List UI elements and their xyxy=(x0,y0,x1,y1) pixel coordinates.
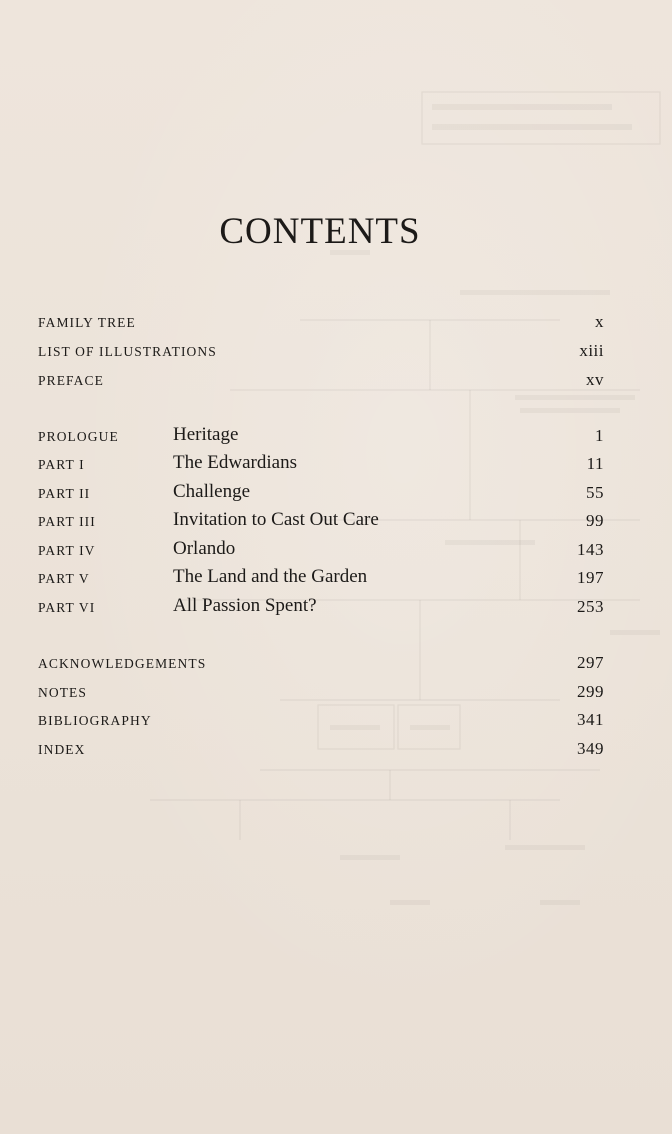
toc-entry-family-tree xyxy=(38,308,604,336)
toc-part-label: PART III xyxy=(38,514,96,529)
toc-entry-part-4 xyxy=(38,536,604,564)
toc-part-label: PART I xyxy=(38,457,85,472)
toc-page-number: 341 xyxy=(577,710,604,729)
toc-page-number: 99 xyxy=(586,511,604,530)
toc-chapter-title: Invitation to Cast Out Care xyxy=(173,509,379,530)
toc-part-label: PART VI xyxy=(38,600,96,615)
toc-page-number: 253 xyxy=(577,597,604,616)
toc-entry-part-5 xyxy=(38,564,604,592)
toc-entry-acknowledgements xyxy=(38,649,604,677)
toc-part-label: PART V xyxy=(38,571,90,586)
toc-entry-part-6 xyxy=(38,593,604,621)
toc-entry-bibliography xyxy=(38,706,604,734)
toc-entry-list-of-illustrations xyxy=(38,337,604,365)
toc-page-number: 297 xyxy=(577,653,604,672)
toc-chapter-title: Heritage xyxy=(173,424,239,445)
toc-page-number: 349 xyxy=(577,739,604,758)
toc-chapter-title: All Passion Spent? xyxy=(173,595,317,616)
toc-entry-part-2 xyxy=(38,479,604,507)
toc-entry-label: NOTES xyxy=(38,685,87,700)
toc-chapter-title: Orlando xyxy=(173,538,236,559)
toc-entry-part-1 xyxy=(38,450,604,478)
toc-page-number: 1 xyxy=(595,426,604,445)
toc-entry-label: BIBLIOGRAPHY xyxy=(38,713,152,728)
page-title: CONTENTS xyxy=(219,211,421,252)
toc-chapter-title: Challenge xyxy=(173,481,251,502)
toc-part-label: PROLOGUE xyxy=(38,429,119,444)
toc-page-number: xv xyxy=(586,370,604,389)
toc-page-number: 55 xyxy=(586,483,604,502)
toc-entry-label: ACKNOWLEDGEMENTS xyxy=(38,656,207,671)
toc-page-number: 197 xyxy=(577,568,604,587)
toc-entry-notes xyxy=(38,678,604,706)
toc-entry-label: LIST OF ILLUSTRATIONS xyxy=(38,344,217,359)
toc-page-number: x xyxy=(595,312,604,331)
toc-part-label: PART IV xyxy=(38,543,96,558)
toc-entry-prologue xyxy=(38,422,604,450)
toc-page-number: 11 xyxy=(586,454,604,473)
toc-entry-preface xyxy=(38,366,604,394)
toc-page-number: xiii xyxy=(579,341,604,360)
toc-entry-part-3 xyxy=(38,507,604,535)
toc-entry-label: PREFACE xyxy=(38,373,104,388)
toc-entry-label: INDEX xyxy=(38,742,86,757)
toc-page-number: 143 xyxy=(577,540,604,559)
toc-part-label: PART II xyxy=(38,486,91,501)
toc-entry-index xyxy=(38,735,604,763)
toc-page-number: 299 xyxy=(577,682,604,701)
toc-entry-label: FAMILY TREE xyxy=(38,315,136,330)
toc-chapter-title: The Edwardians xyxy=(173,452,297,473)
toc-chapter-title: The Land and the Garden xyxy=(173,566,368,587)
